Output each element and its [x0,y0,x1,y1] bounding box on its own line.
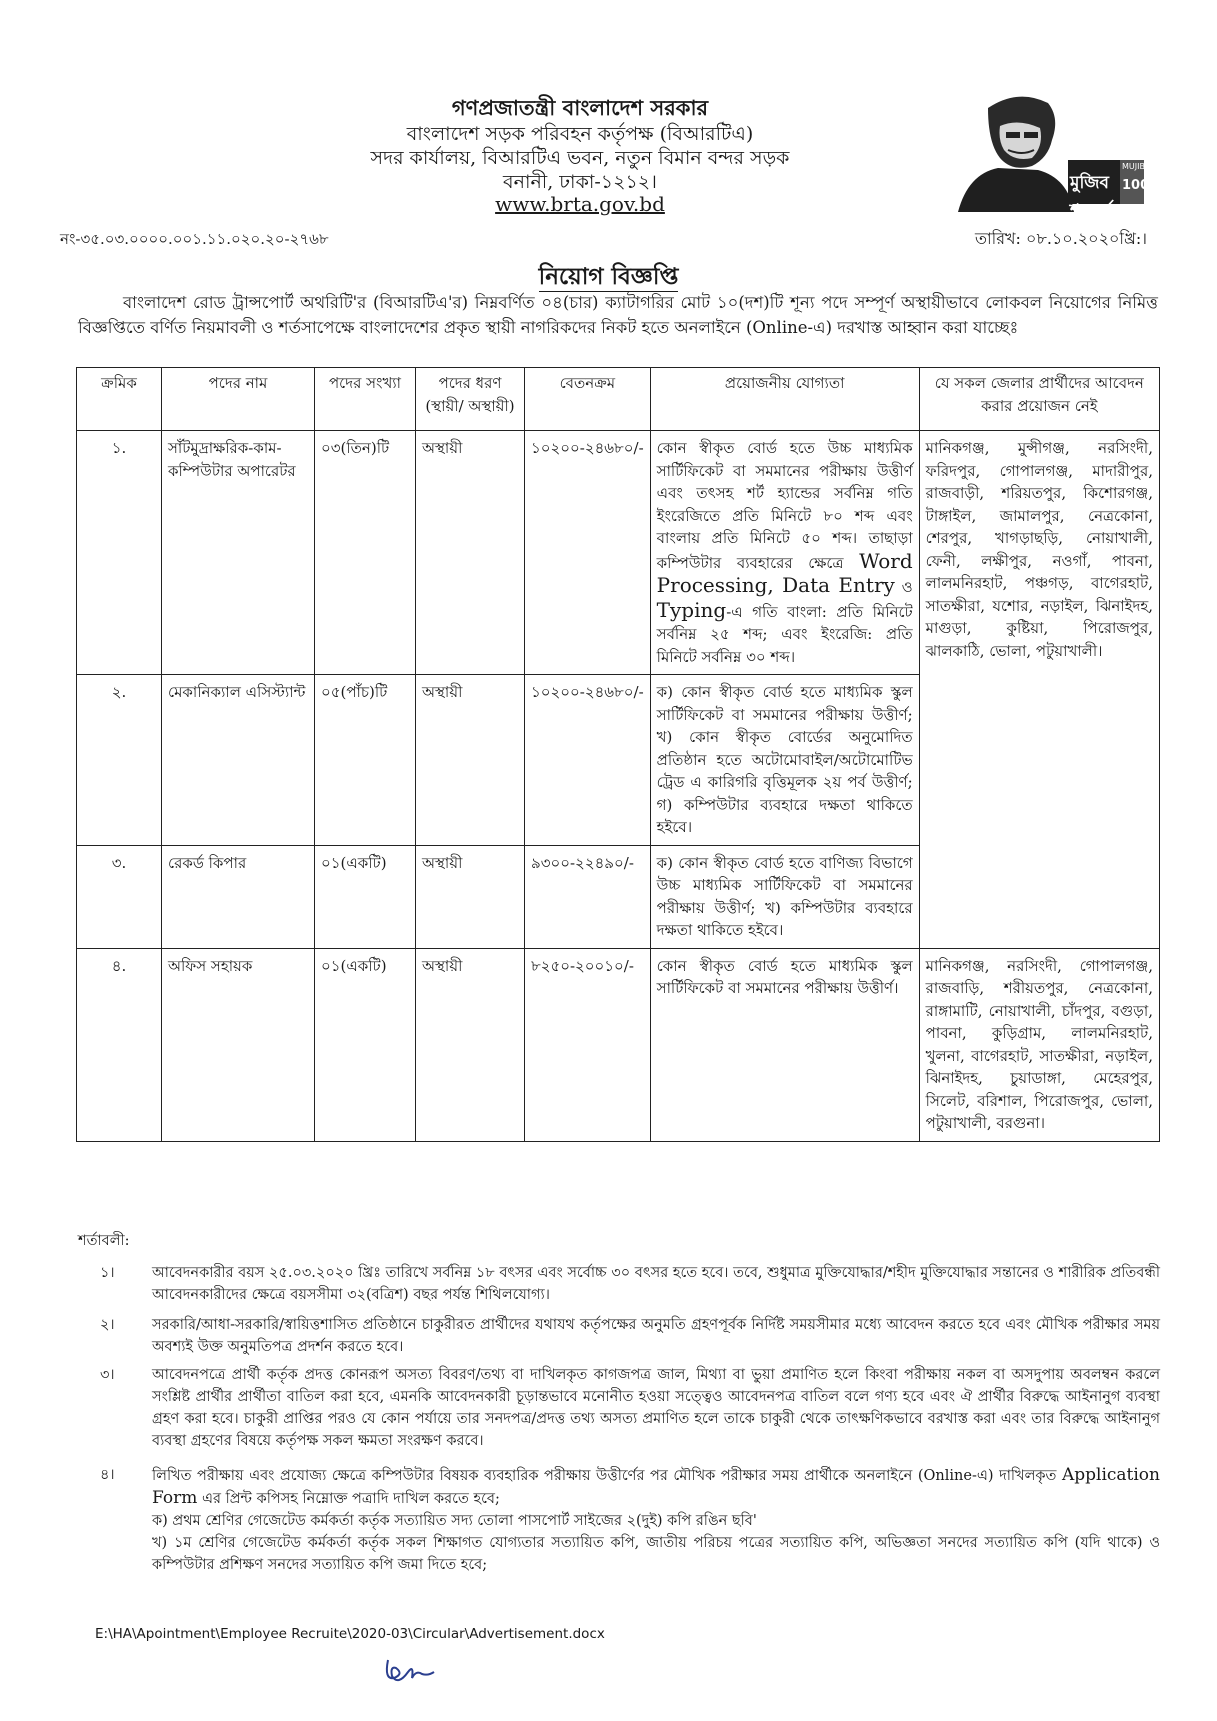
row-post-count: ০৩(তিন)টি [315,431,416,675]
condition-text: আবেদনপত্রে প্রার্থী কর্তৃক প্রদত্ত কোনরূপ অসত্য বিবরণ/তথ্য বা দাখিলকৃত কাগজপত্র জাল, মিথ্যা বা ভুয়া প্রমাণিত হলে কিংবা পরীক্ষায় নকল বা অসদুপায় অবলম্বন করলে সংশ্লিষ্ট প্রার্থীর প্রার্থীতা বাতিল করা হবে, এমনকি আবেদনকারী চূড়ান্তভাবে মনোনীত হওয়া সত্ত্বেও আবেদনপত্র বাতিল বলে গণ্য হবে এবং ঐ প্রার্থীর বিরুদ্ধে আইনানুগ ব্যবস্থা গ্রহণ করা হবে। চাকুরী প্রাপ্তির পরও যে কোন পর্যায়ে তার সনদপত্র/প্রদত্ত তথ্য অসত্য প্রমাণিত হলে তাকে চাকুরী থেকে তাৎক্ষণিকভাবে বরখাস্ত করা এবং তার বিরুদ্ধে আইনানুগ ব্যবস্থা গ্রহণের বিষয়ে কর্তৃপক্ষ সকল ক্ষমতা সংরক্ষণ করবে। [152,1367,1161,1449]
row-post-name: সাঁটমুদ্রাক্ষরিক-কাম-কম্পিউটার অপারেটর [162,431,315,675]
row-post-type: অস্থায়ী [416,948,525,1141]
address-line-1: সদর কার্যালয়, বিআরটিএ ভবন, নতুন বিমান বন্দর সড়ক [370,147,790,169]
row-excluded-districts: মানিকগঞ্জ, নরসিংদী, গোপালগঞ্জ, রাজবাড়ি, শরীয়তপুর, নেত্রকোনা, রাঙ্গামাটি, নোয়াখালী, চাঁদপুর, বগুড়া, পাবনা, কুড়িগ্রাম, লালমনিরহাট, খুলনা, বাগেরহাট, সাতক্ষীরা, নড়াইল, ঝিনাইদহ, চুয়াডাঙ্গা, মেহেরপুর, সিলেট, বরিশাল, পিরোজপুর, ভোলা, পটুয়াখালী, বরগুনা। [919,948,1159,1141]
row-post-count: ০১(একটি) [315,845,416,948]
address-line-2: বনানী, ঢাকা-১২১২। [503,171,657,193]
memo-number: নং-৩৫.০৩.০০০০.০০১.১১.০২০.২০-২৭৬৮ [60,230,329,248]
row-post-count: ০৫(পাঁচ)টি [315,675,416,846]
row-serial: ২. [77,675,162,846]
logo-text: মুজিব শতবর্ষ [1070,173,1112,221]
header-post-type: পদের ধরণ (স্থায়ী/ অস্থায়ী) [416,368,525,431]
qualification-text-d: Typing [656,597,727,622]
header-post-name: পদের নাম [162,368,315,431]
header-pay-scale: বেতনক্রম [525,368,651,431]
condition-text: আবেদনকারীর বয়স ২৫.০৩.২০২০ খ্রিঃ তারিখে সর্বনিম্ন ১৮ বৎসর এবং সর্বোচ্চ ৩০ বৎসর হতে হবে। তবে, শুধুমাত্র মুক্তিযোদ্ধার/শহীদ মুক্তিযোদ্ধার সন্তানের ও শারীরিক প্রতিবন্ধী আবেদনকারীদের ক্ষেত্রে বয়সসীমা ৩২(বত্রিশ) বছর পর্যন্ত শিথিলযোগ্য। [152,1265,1160,1303]
qualification-text-e: -এ গতি বাংলা: প্রতি মিনিটে সর্বনিম্ন ২৫ শব্দ; এবং ইংরেজি: প্রতি মিনিটে সর্বনিম্ন ৩০ শব্দ। [656,602,913,666]
table-row [77,948,1160,1141]
row-serial: ৪. [77,948,162,1141]
row-qualification: কোন স্বীকৃত বোর্ড হতে মাধ্যমিক স্কুল সার্টিফিকেট বা সমমানের পরীক্ষায় উত্তীর্ণ। [650,948,919,1141]
row-qualification: ক) কোন স্বীকৃত বোর্ড হতে বাণিজ্য বিভাগে উচ্চ মাধ্যমিক সার্টিফিকেট বা সমমানের পরীক্ষায় উত্তীর্ণ; খ) কম্পিউটার ব্যবহারে দক্ষতা থাকিতে হইবে। [650,845,919,948]
government-name: গণপ্রজাতন্ত্রী বাংলাদেশ সরকার [451,95,709,120]
row-post-type: অস্থায়ী [416,431,525,675]
condition-item [100,1464,1160,1576]
row-pay-scale: ১০২০০-২৪৬৮০/- [525,431,651,675]
row-qualification: ক) কোন স্বীকৃত বোর্ড হতে মাধ্যমিক স্কুল সার্টিফিকেট বা সমমানের পরীক্ষায় উত্তীর্ণ; খ) কোন স্বীকৃত বোর্ডের অনুমোদিত প্রতিষ্ঠান হতে অটোমোবাইল/অটোমোটিভ ট্রেড এ কারিগরি বৃত্তিমূলক ২য় পর্ব উত্তীর্ণ; গ) কম্পিউটার ব্যবহারে দক্ষতা থাকিতে হইবে। [650,675,919,846]
row-post-type: অস্থায়ী [416,675,525,846]
header-post-count: পদের সংখ্যা [315,368,416,431]
row-pay-scale: ১০২০০-২৪৬৮০/- [525,675,651,846]
condition-number: ২। [100,1317,115,1333]
header-qualification: প্রয়োজনীয় যোগ্যতা [650,368,919,431]
condition-text-a: লিখিত পরীক্ষায় এবং প্রযোজ্য ক্ষেত্রে কম্পিউটার বিষয়ক ব্যবহারিক পরীক্ষায় উত্তীর্ণের পর মৌখিক পরীক্ষার সময় প্রার্থীকে অনলাইনে (Online-এ) দাখিলকৃত [152,1468,1057,1484]
condition-item [100,1314,1160,1358]
signature-icon [380,1650,440,1690]
conditions-heading: শর্তাবলী: [78,1233,130,1249]
row-post-name: রেকর্ড কিপার [162,845,315,948]
row-qualification [650,431,919,675]
issue-date: তারিখ: ০৮.১০.২০২০খ্রি:। [975,229,1147,248]
condition-number: ১। [100,1265,115,1281]
condition-sub-item: খ) ১ম শ্রেণির গেজেটেড কর্মকর্তা কর্তৃক সকল শিক্ষাগত যোগ্যতার সত্যায়িত কপি, জাতীয় পরিচয় পত্রের সত্যায়িত কপি, অভিজ্ঞতা সনদের সত্যায়িত কপি (যদি থাকে) ও কম্পিউটার প্রশিক্ষণ সনদের সত্যায়িত কপি জমা দিতে হবে; [152,1535,1160,1573]
condition-text-c: এর প্রিন্ট কপিসহ নিম্নোক্ত পত্রাদি দাখিল করতে হবে; [201,1491,500,1507]
qualification-text-a: কোন স্বীকৃত বোর্ড হতে উচ্চ মাধ্যমিক সার্টিফিকেট বা সমমানের পরীক্ষায় উত্তীর্ণ এবং তৎসহ শর্ট হ্যান্ডের সর্বনিম্ন গতি ইংরেজিতে প্রতি মিনিটে ৮০ শব্দ এবং বাংলায় প্রতি মিনিটে ৫০ শব্দ। তাছাড়া কম্পিউটার ব্যবহারের ক্ষেত্রে [656,439,913,572]
condition-text [152,1464,1160,1576]
notice-title-text: নিয়োগ বিজ্ঞপ্তি [538,263,679,290]
condition-text-b: Application Form [152,1465,1160,1508]
row-pay-scale: ৮২৫০-২০০১০/- [525,948,651,1141]
row-pay-scale: ৯৩০০-২২৪৯০/- [525,845,651,948]
condition-number: ৪। [100,1467,115,1483]
logo-number: 100 [1122,178,1150,193]
qualification-text-c: ও [901,578,913,596]
row-post-count: ০১(একটি) [315,948,416,1141]
row-post-type: অস্থায়ী [416,845,525,948]
website-link[interactable]: www.brta.gov.bd [495,192,665,216]
posts-table [76,367,1160,1142]
intro-paragraph: বাংলাদেশ রোড ট্রান্সপোর্ট অথরিটি'র (বিআরটিএ'র) নিম্নবর্ণিত ০৪(চার) ক্যাটাগরির মোট ১০(দশ)টি শূন্য পদে সম্পূর্ণ অস্থায়ীভাবে লোকবল নিয়োগের নিমিত্ত বিজ্ঞপ্তিতে বর্ণিত নিয়মাবলী ও শর্তসাপেক্ষে বাংলাদেশের প্রকৃত স্থায়ী নাগরিকদের নিকট হতে অনলাইনে (Online-এ) দরখাস্ত আহ্বান করা যাচ্ছেঃ [78,293,1158,337]
row-post-name: মেকানিক্যাল এসিস্ট্যান্ট [162,675,315,846]
logo-sub: MUJIB [1122,162,1145,171]
table-row [77,431,1160,675]
header-serial: ক্রমিক [77,368,162,431]
condition-text: সরকারি/আধা-সরকারি/স্বায়িত্তশাসিত প্রতিষ্ঠানে চাকুরীরত প্রার্থীদের যথাযথ কর্তৃপক্ষের অনুমতি গ্রহণপূর্বক নির্দিষ্ট সময়সীমার মধ্যে আবেদন করতে হবে এবং মৌখিক পরীক্ষার সময় অবশ্যই উক্ত অনুমতিপত্র প্রদর্শন করতে হবে। [152,1317,1160,1355]
condition-item [100,1364,1160,1452]
condition-item [100,1262,1160,1306]
table-header-row [77,368,1160,431]
file-path-footer: E:\HA\Apointment\Employee Recruite\2020-03\Circular\Advertisement.docx [95,1626,605,1642]
qualification-text-b: Word Processing, Data Entry [656,548,913,597]
authority-name: বাংলাদেশ সড়ক পরিবহন কর্তৃপক্ষ (বিআরটিএ) [406,123,754,145]
mujib-centenary-logo [948,88,1150,221]
header-excluded-districts: যে সকল জেলার প্রার্থীদের আবেদন করার প্রয়োজন নেই [919,368,1159,431]
row-serial: ৩. [77,845,162,948]
row-post-name: অফিস সহায়ক [162,948,315,1141]
condition-number: ৩। [100,1367,115,1383]
row-serial: ১. [77,431,162,675]
row-excluded-districts: মানিকগঞ্জ, মুন্সীগঞ্জ, নরসিংদী, ফরিদপুর, গোপালগঞ্জ, মাদারীপুর, রাজবাড়ী, শরিয়তপুর, কিশোরগঞ্জ, টাঙ্গাইল, জামালপুর, নেত্রকোনা, শেরপুর, খাগড়াছড়ি, নোয়াখালী, ফেনী, লক্ষীপুর, নওগাঁ, পাবনা, লালমনিরহাট, পঞ্চগড়, বাগেরহাট, সাতক্ষীরা, যশোর, নড়াইল, ঝিনাইদহ, মাগুড়া, কুষ্টিয়া, পিরোজপুর, ঝালকাঠি, ভোলা, পটুয়াখালী। [919,431,1159,949]
condition-sub-item: ক) প্রথম শ্রেণির গেজেটেড কর্মকর্তা কর্তৃক সত্যায়িত সদ্য তোলা পাসপোর্ট সাইজের ২(দুই) কপি রঙিন ছবি' [152,1513,757,1529]
